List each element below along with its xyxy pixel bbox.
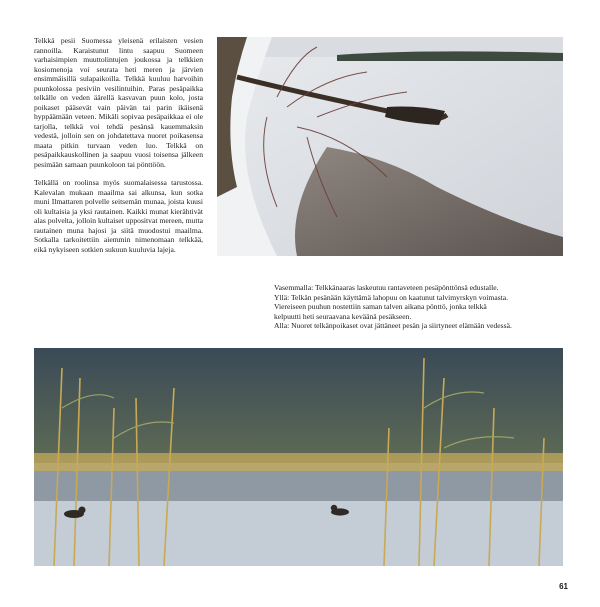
caption-below: Alla: Nuoret telkänpoikaset ovat jättäneet pesän ja siirtyneet elämään vedessä. <box>274 321 512 331</box>
body-text-column <box>34 36 203 263</box>
photo-captions <box>274 283 574 331</box>
caption-above-cont: kelpuutti heti seuraavana keväänä pesäkseen. <box>274 311 412 321</box>
caption-above: Yllä: Telkän pesänään käyttämä lahopuu on kaatunut talvimyrskyn voimasta. <box>274 292 509 302</box>
body-paragraph: Telkällä on roolinsa myös suomalaisessa tarustossa. Kalevalan mukaan maailma sai alkunsa, kun sotka muni Ilmattaren polvelle seitsemän munaa, joista kuusi oli kultaisia ja yksi rautainen. Kaikki munat kierähtivät alas polvelta, jolloin kultaiset uppositvat mereen, mutta rautainen muna hajosi ja siitä muodostui maailma. Sotkalla tarkoitettiin aiemmin nimenomaan telkkää, eikä nykyiseen sotkien sukuun kuuluvia lajeja. <box>34 178 203 254</box>
photo-fallen-tree-winter-shore <box>217 37 563 256</box>
body-paragraph: Telkkä pesii Suomessa yleisenä erilaisten vesien rannoilla. Karaistunut lintu saapuu Suomeen varhaisimpien muuttolintujen joukossa ja telkkien kosiomenoja voi seurata heti meren ja järvien ensimmäisillä sulapaikoilla. Telkkä kuuluu harvoihin puunkolossa pesiviin vesilintuihin. Paras pesäpaikka telkälle on veden äärellä kasvavan puun kolo, josta poikaset pääsevät vain päivän tai parin ikäisenä hyppäämään veteen. Mikäli sopivaa pesäpaikkaa ei ole tarjolla, telkkä voi tehdä pesänsä kauemmaksin vedestä, jolloin sen on johdatettava nuoret poikasensa maata pitkin turvaan veden luo. Telkkä on pesäpaikkauskollinen ja saapuu vuosi toisensa jälkeen pesimään samaan puunkoloon tai pönttöön. <box>34 36 203 169</box>
caption-above-cont: Viereiseen puuhun nostettiin saman talven aikana pönttö, jonka telkkä <box>274 302 487 312</box>
photo-goldeneye-ducklings-lake <box>34 348 563 566</box>
page-number: 61 <box>559 582 568 591</box>
caption-left: Vasemmalla: Telkkänaaras laskeutuu rantaveteen pesäpönttönsä edustalle. <box>274 283 499 292</box>
